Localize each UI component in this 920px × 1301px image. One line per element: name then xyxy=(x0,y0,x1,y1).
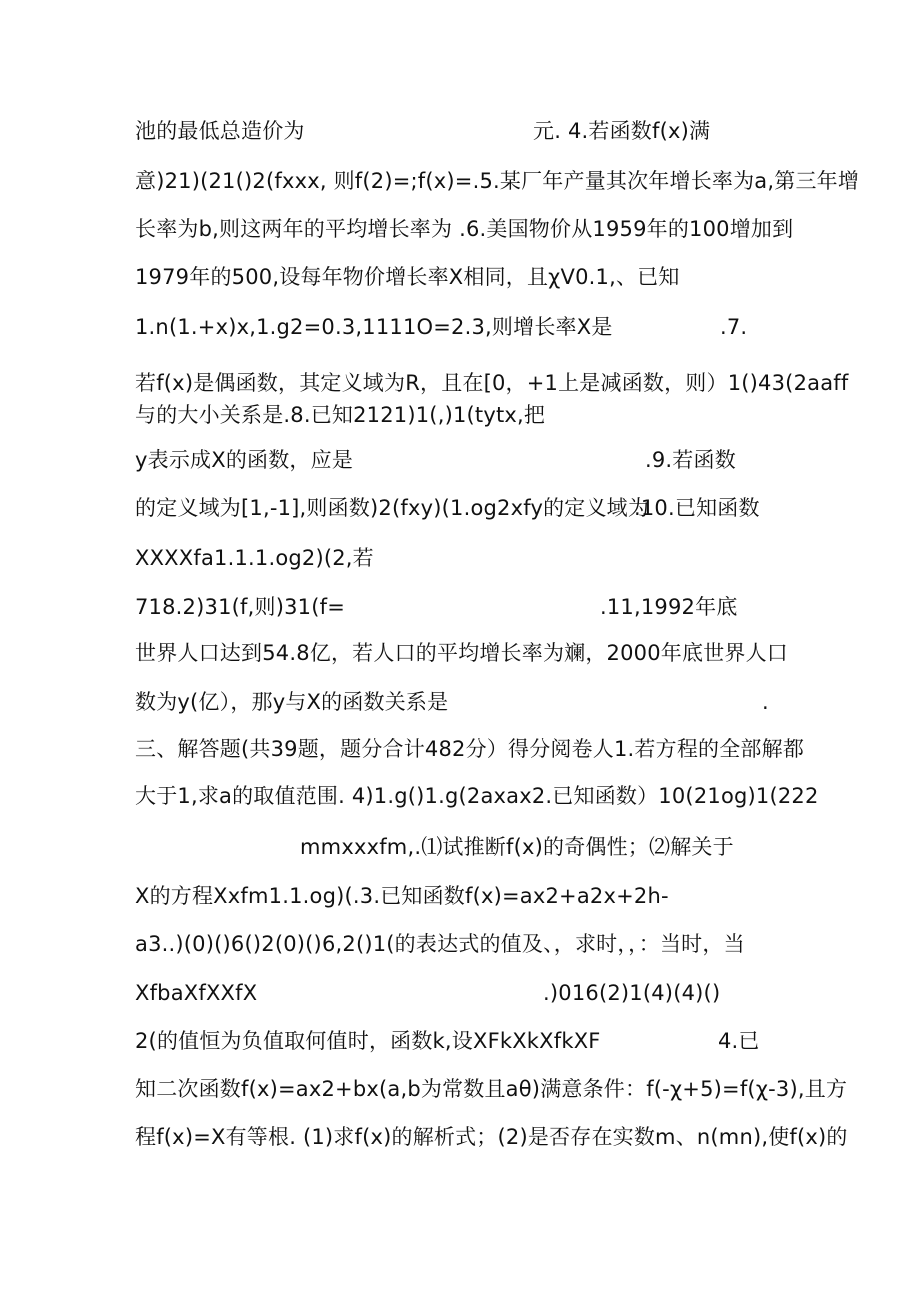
text-line: 的定义域为[1,-1],则函数)2(fxy)(1.og2xfy的定义域为 xyxy=(135,496,650,520)
text-line: 大于1,求a的取值范围. 4)1.g()1.g(2axax2.已知函数）10(21og)1(222 xyxy=(135,784,819,808)
text-line: .9.若函数 xyxy=(645,448,736,472)
text-line: 4.已 xyxy=(718,1029,760,1053)
text-line: 知二次函数f(x)=ax2+bx(a,b为常数且aθ)满意条件：f(-χ+5)=f(χ-3),且方 xyxy=(135,1077,848,1101)
text-line: 长率为b,则这两年的平均增长率为 .6.美国物价从1959年的100增加到 xyxy=(135,217,794,241)
text-line: 程f(x)=X有等根. (1)求f(x)的解析式；(2)是否存在实数m、n(mn),使f(x)的 xyxy=(135,1125,848,1149)
text-line: XXXXfa1.1.1.og2)(2,若 xyxy=(135,546,374,570)
text-line: 1.n(1.+x)x,1.g2=0.3,1111O=2.3,则增长率X是 xyxy=(135,315,613,339)
text-line: a3..)(0)()6()2(0)()6,2()1(的表达式的值及、，求时，，：当时，当 xyxy=(135,932,745,956)
text-line: .)016(2)1(4)(4)() xyxy=(543,981,721,1005)
text-line: 元. 4.若函数f(x)满 xyxy=(533,119,711,143)
text-line: 若f(x)是偶函数，其定义域为R，且在[0，+1上是减函数，则）1()43(2aaff xyxy=(135,371,849,395)
text-line: .11,1992年底 xyxy=(600,595,738,619)
text-line: 池的最低总造价为 xyxy=(135,119,305,143)
text-line: X的方程Xxfm1.1.og)(.3.已知函数f(x)=ax2+a2x+2h- xyxy=(135,884,669,908)
text-line: y表示成X的函数，应是 xyxy=(135,448,354,472)
text-line: 世界人口达到54.8亿，若人口的平均增长率为斓，2000年底世界人口 xyxy=(135,641,788,665)
text-line: .10.已知函数 xyxy=(634,496,760,520)
text-line: XfbaXfXXfX xyxy=(135,981,258,1005)
text-line: 718.2)31(f,则)31(f= xyxy=(135,595,345,619)
text-line: . xyxy=(762,690,769,714)
text-line: 与的大小关系是.8.已知2121)1(,)1(tytx,把 xyxy=(135,403,546,427)
text-line: 2(的值恒为负值取何值时，函数k,设XFkXkXfkXF xyxy=(135,1029,601,1053)
text-line: .7. xyxy=(720,315,748,339)
text-line: 三、解答题(共39题，题分合计482分）得分阅卷人1.若方程的全部解都 xyxy=(135,737,805,761)
text-line: mmxxxfm,.⑴试推断f(x)的奇偶性；⑵解关于 xyxy=(300,835,734,859)
text-line: 意)21)(21()2(fxxx, 则f(2)=;f(x)=.5.某厂年产量其次年增长率为a,第三年增 xyxy=(135,169,860,193)
text-line: 1979年的500,设每年物价增长率X相同，且χV0.1,、已知 xyxy=(135,265,680,289)
text-line: 数为y(亿），那y与X的函数关系是 xyxy=(135,690,449,714)
